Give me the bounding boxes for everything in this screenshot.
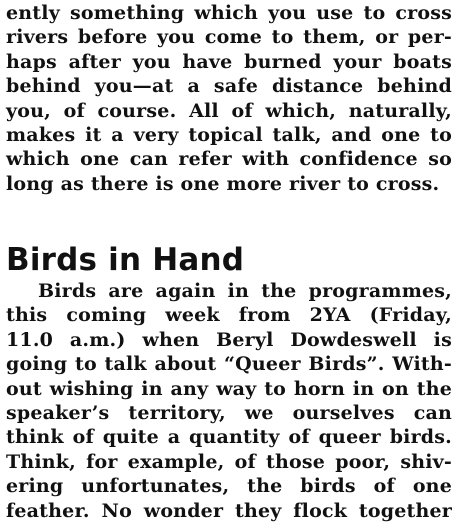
paragraph-line: going to talk about “Queer Birds”. With-	[6, 353, 452, 376]
paragraph-line: behind you—at a safe distance behind	[6, 75, 452, 98]
paragraph-river-talk	[6, 1, 452, 196]
paragraph-line: ering unfortunates, the birds of one	[6, 475, 452, 498]
paragraph-line: Think, for example, of those poor, shiv-	[6, 450, 452, 473]
paragraph-line: speaker’s territory, we ourselves can	[6, 401, 452, 424]
paragraph-line: out wishing in any way to horn in on the	[6, 377, 452, 400]
paragraph-line: think of quite a quantity of queer birds.	[6, 426, 452, 449]
paragraph-line: feather. No wonder they flock together	[6, 499, 452, 522]
paragraph-line: ently something which you use to cross	[6, 2, 452, 24]
paragraph-birds	[6, 279, 452, 523]
paragraph-line: which one can refer with confidence so	[6, 148, 452, 171]
paragraph-line: you, of course. All of which, naturally,	[6, 99, 452, 122]
paragraph-line: 11.0 a.m.) when Beryl Dowdeswell is	[6, 328, 452, 351]
paragraph-line: haps after you have burned your boats	[6, 50, 452, 73]
section-heading: Birds in Hand	[6, 242, 245, 278]
paragraph-line: Birds are again in the programmes,	[38, 280, 452, 302]
paragraph-line: rivers before you come to them, or per-	[6, 26, 452, 49]
paragraph-line: long as there is one more river to cross.	[6, 172, 440, 195]
paragraph-line: makes it a very topical talk, and one to	[6, 123, 452, 146]
paragraph-line: this coming week from 2YA (Friday,	[6, 304, 452, 327]
